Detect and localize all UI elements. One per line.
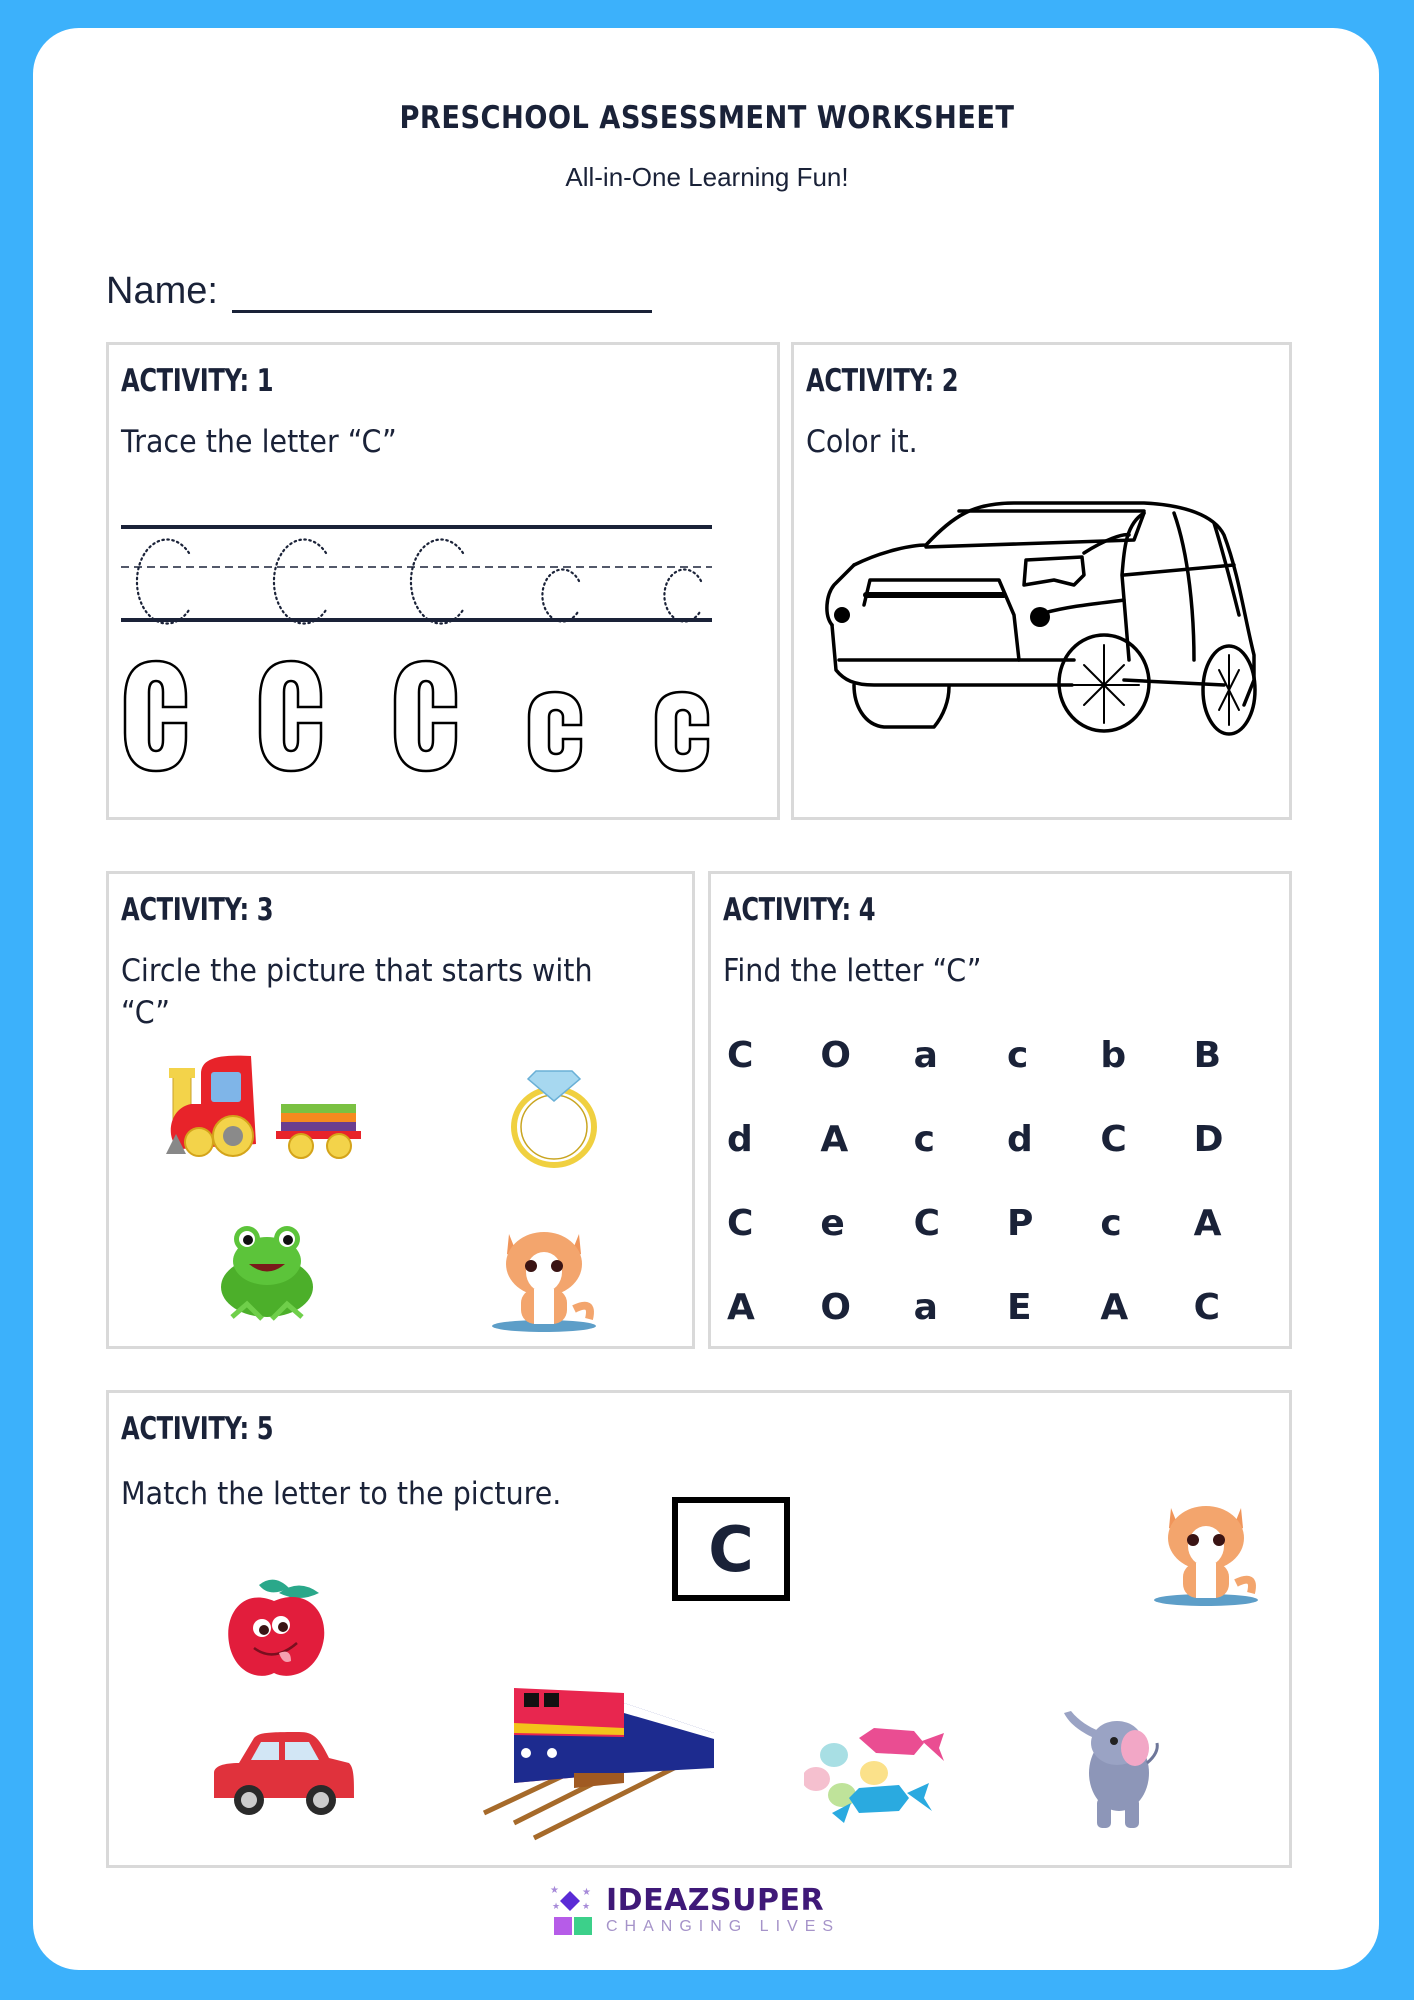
page-title: PRESCHOOL ASSESSMENT WORKSHEET [399,100,1015,136]
activity-2-box [791,342,1292,820]
grid-letter[interactable]: B [1193,1035,1222,1076]
brand-logo [548,1885,840,1937]
trace-letter-C-2 [274,540,326,624]
activity-3-box [106,871,695,1349]
cat-picture[interactable] [489,1214,599,1334]
svg-text:★: ★ [582,1887,591,1898]
grid-letter[interactable]: C [727,1203,754,1244]
grid-letter[interactable]: A [727,1287,755,1328]
grid-letter[interactable]: a [913,1287,938,1328]
activity-2-instruction: Color it. [806,424,918,460]
trace-letter-C-1 [137,540,189,624]
grid-letter[interactable]: c [1100,1203,1122,1244]
grid-letter[interactable]: O [820,1287,851,1328]
grid-letter[interactable]: c [913,1119,935,1160]
activity-5-heading: ACTIVITY: 5 [121,1411,274,1447]
activity-5-box [106,1390,1292,1868]
grid-letter[interactable]: a [913,1035,938,1076]
toy-train-picture[interactable] [161,1054,366,1164]
svg-text:★: ★ [582,1901,591,1911]
grid-letter[interactable]: P [1007,1203,1034,1244]
grid-letter[interactable]: c [1007,1035,1029,1076]
brand-tagline: CHANGING LIVES [606,1918,841,1935]
frog-picture[interactable] [217,1219,317,1324]
page-subtitle: All-in-One Learning Fun! [565,162,849,192]
train-picture[interactable] [474,1673,724,1843]
grid-letter[interactable]: D [1193,1119,1224,1160]
name-field-row [106,270,652,313]
grid-letter[interactable]: e [820,1203,845,1244]
activity-2-heading: ACTIVITY: 2 [806,363,959,399]
tracing-area[interactable] [119,505,719,645]
bubble-letter-C-3 [395,661,456,771]
car-outline-image[interactable] [814,495,1274,745]
elephant-picture[interactable] [1059,1703,1169,1833]
ring-picture[interactable] [504,1059,604,1169]
match-letter-box[interactable]: C [672,1497,790,1601]
bubble-letters [119,655,759,785]
activity-4-instruction: Find the letter “C” [723,953,982,989]
activity-3-heading: ACTIVITY: 3 [121,892,274,928]
name-input-line[interactable] [232,277,652,313]
activity-4-heading: ACTIVITY: 4 [723,892,876,928]
trace-letter-C-3 [411,540,463,624]
activity-1-box [106,342,780,820]
grid-letter[interactable]: C [1100,1119,1127,1160]
grid-letter[interactable]: E [1007,1287,1032,1328]
svg-text:★: ★ [552,1901,561,1911]
logo-icon [548,1885,596,1937]
grid-letter[interactable]: C [913,1203,941,1244]
bubble-letter-c-5 [656,692,708,771]
activity-4-box [708,871,1292,1349]
grid-letter[interactable]: d [727,1119,753,1160]
car-picture[interactable] [209,1728,359,1818]
activity-1-instruction: Trace the letter “C” [121,424,397,460]
trace-letter-c-5 [664,570,701,622]
svg-text:★: ★ [550,1885,559,1896]
cat-picture[interactable] [1151,1488,1261,1608]
grid-letter[interactable]: A [1193,1203,1222,1244]
bubble-letter-C-1 [125,661,186,771]
grid-letter[interactable]: O [820,1035,851,1076]
bubble-letter-C-2 [260,661,321,771]
grid-letter[interactable]: A [1100,1287,1129,1328]
activity-1-heading: ACTIVITY: 1 [121,363,274,399]
grid-letter[interactable]: C [727,1035,754,1076]
grid-letter[interactable]: d [1007,1119,1033,1160]
grid-letter[interactable]: b [1100,1035,1127,1076]
name-label: Name: [106,270,218,312]
activity-3-instruction: Circle the picture that starts with “C” [121,953,593,1031]
grid-letter[interactable]: A [820,1119,849,1160]
grid-letter[interactable]: C [1193,1287,1221,1328]
activity-5-instruction: Match the letter to the picture. [121,1476,562,1512]
brand-name: IDEAZSUPER [606,1883,825,1918]
letter-grid [721,1014,1281,1350]
candy-picture[interactable] [804,1713,954,1833]
apple-picture[interactable] [219,1573,334,1683]
trace-letter-c-4 [542,570,579,622]
bubble-letter-c-4 [529,692,581,771]
